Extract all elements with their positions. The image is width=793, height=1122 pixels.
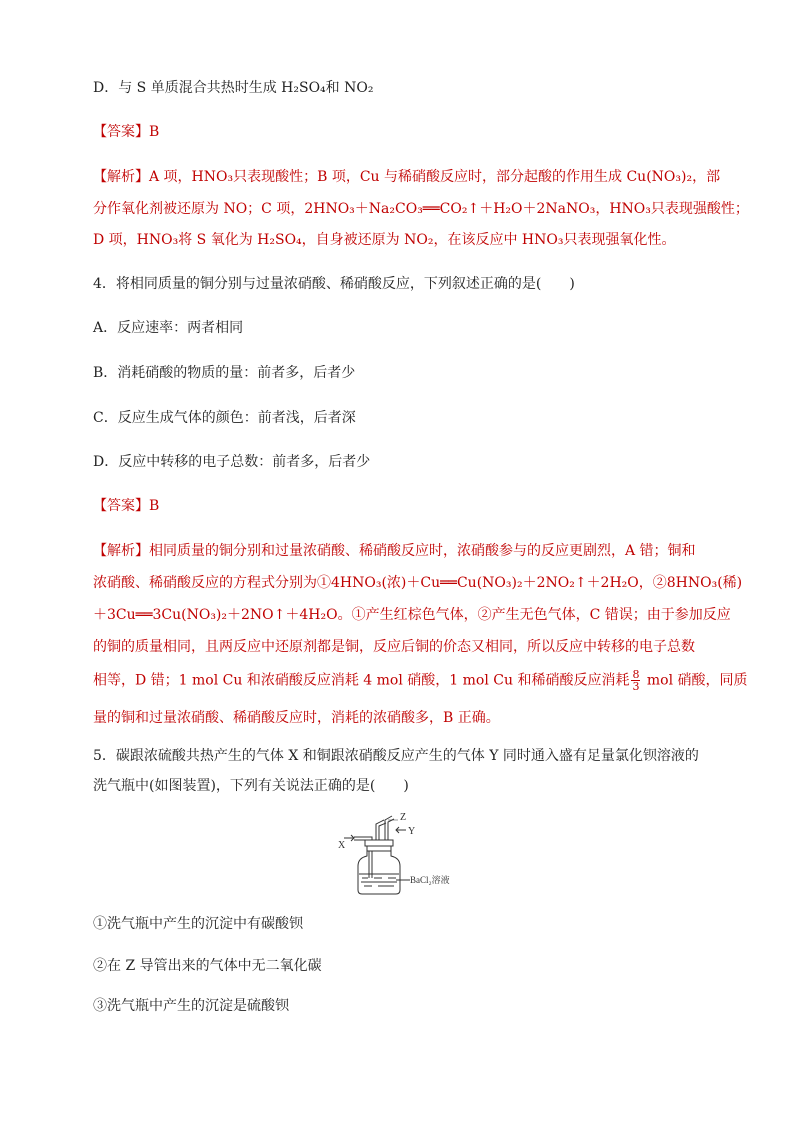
q4-analysis-line2: 浓硝酸、稀硝酸反应的方程式分别为①4HNO₃(浓)＋Cu══Cu(NO₃)₂＋2NO₂↑＋2H₂O，②8HNO₃(稀) (93, 575, 743, 591)
q4-analysis-line5 (93, 669, 748, 692)
analysis-label: 【解析】 (93, 543, 149, 559)
figure-label-x: X (338, 840, 346, 851)
q5-statement-2: ②在 Z 导管出来的气体中无二氧化碳 (93, 958, 322, 974)
q4-option-b: B．消耗硝酸的物质的量：前者多，后者少 (93, 365, 356, 381)
q5-stem-line2: 洗气瓶中(如图装置)，下列有关说法正确的是( ) (93, 778, 409, 794)
q5-stem-line1: 5．碳跟浓硫酸共热产生的气体 X 和铜跟浓硝酸反应产生的气体 Y 同时通入盛有足量氯化钡溶液的 (93, 748, 699, 764)
answer-value: B (149, 124, 160, 140)
q3-answer (93, 122, 159, 142)
analysis-text-tail: mol 硝酸，同质 (642, 672, 748, 689)
q5-statement-1: ①洗气瓶中产生的沉淀中有碳酸钡 (93, 916, 303, 932)
answer-label: 【答案】 (93, 498, 149, 514)
q4-analysis-line6: 量的铜和过量浓硝酸、稀硝酸反应时，消耗的浓硝酸多，B 正确。 (93, 710, 500, 726)
answer-label: 【答案】 (93, 124, 149, 140)
q4-option-d: D．反应中转移的电子总数：前者多，后者少 (93, 454, 371, 470)
fraction-denominator: 3 (632, 680, 640, 693)
analysis-label: 【解析】 (93, 169, 149, 185)
q3-analysis-line2: 分作氧化剂被还原为 NO；C 项，2HNO₃＋Na₂CO₃══CO₂↑＋H₂O＋2NaNO₃，HNO₃只表现强酸性； (93, 201, 749, 217)
analysis-text: 相同质量的铜分别和过量浓硝酸、稀硝酸反应时，浓硝酸参与的反应更剧烈，A 错；铜和 (149, 543, 696, 559)
answer-value: B (149, 498, 160, 514)
q4-analysis-line4: 的铜的质量相同，且两反应中还原剂都是铜，反应后铜的价态又相同，所以反应中转移的电子总数 (93, 639, 695, 655)
q4-analysis-line1 (93, 541, 696, 561)
q3-analysis-line3: D 项，HNO₃将 S 氧化为 H₂SO₄，自身被还原为 NO₂，在该反应中 HNO₃只表现强氧化性。 (93, 232, 676, 248)
analysis-text: A 项，HNO₃只表现酸性；B 项，Cu 与稀硝酸反应时，部分起酸的作用生成 Cu(NO₃)₂，部 (149, 169, 721, 185)
figure-label-y: Y (408, 826, 416, 837)
analysis-text: 相等，D 错；1 mol Cu 和浓硝酸反应消耗 4 mol 硝酸，1 mol Cu 和稀硝酸反应消耗 (93, 672, 630, 689)
q4-answer (93, 496, 159, 516)
q3-analysis-line1 (93, 167, 720, 187)
fraction-eight-thirds (631, 669, 640, 692)
gas-washing-bottle-figure (338, 810, 468, 896)
fraction-numerator: 8 (632, 668, 640, 681)
q3-option-d: D．与 S 单质混合共热时生成 H₂SO₄和 NO₂ (93, 80, 374, 96)
q4-option-c: C．反应生成气体的颜色：前者浅，后者深 (93, 410, 356, 426)
q5-statement-3: ③洗气瓶中产生的沉淀是硫酸钡 (93, 998, 289, 1014)
q4-option-a: A．反应速率：两者相同 (93, 320, 244, 336)
q4-stem: 4．将相同质量的铜分别与过量浓硝酸、稀硝酸反应，下列叙述正确的是( ) (93, 276, 575, 292)
figure-label-solution: BaCl₂溶液 (410, 875, 450, 885)
figure-label-z: Z (400, 812, 407, 823)
q4-analysis-line3: ＋3Cu══3Cu(NO₃)₂＋2NO↑＋4H₂O。①产生红棕色气体，②产生无色气体，C 错误；由于参加反应 (93, 607, 731, 623)
